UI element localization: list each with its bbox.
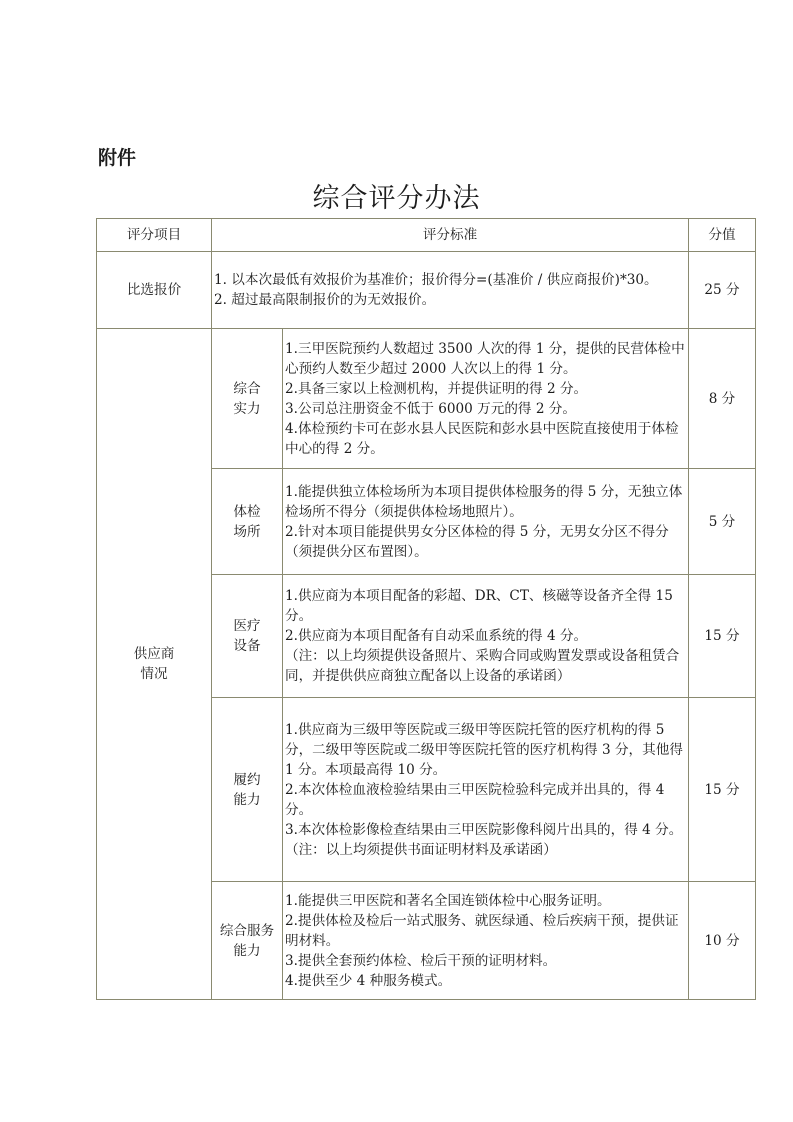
subitem-line: 综合 [233, 380, 261, 397]
criteria-line: 4.体检预约卡可在彭水县人民医院和彭水县中医院直接使用于体检中心的得 2 分。 [285, 420, 679, 457]
criteria-line: 4.提供至少 4 种服务模式。 [285, 972, 452, 989]
group-label-line: 供应商 [133, 646, 175, 662]
attachment-label: 附件 [98, 147, 137, 169]
criteria-performance [283, 698, 689, 882]
subitem-service [212, 882, 283, 1000]
score-strength: 8 分 [689, 329, 756, 469]
subitem-venue [212, 469, 283, 575]
criteria-line: 1.能提供独立体检场所为本项目提供体检服务的得 5 分，无独立体检场所不得分（须提供体检场地照片）。 [285, 483, 683, 520]
subitem-line: 场所 [233, 523, 261, 540]
subitem-line: 能力 [233, 942, 261, 959]
criteria-price [212, 252, 689, 329]
subitem-performance [212, 698, 283, 882]
subitem-strength [212, 329, 283, 469]
table-header-row [97, 219, 756, 252]
criteria-line: 3.提供全套预约体检、检后干预的证明材料。 [285, 952, 557, 969]
criteria-venue [283, 469, 689, 575]
criteria-line: 2.供应商为本项目配备有自动采血系统的得 4 分。 [285, 628, 588, 644]
subitem-line: 医疗 [233, 618, 261, 634]
subitem-equipment [212, 575, 283, 698]
criteria-line: 2.本次体检血液检验结果由三甲医院检验科完成并出具的，得 4 分。 [285, 781, 665, 818]
criteria-line: （注：以上均须提供书面证明材料及承诺函） [285, 841, 557, 858]
criteria-service [283, 882, 689, 1000]
criteria-line: （注：以上均须提供设备照片、采购合同或购置发票或设备租赁合同，并提供供应商独立配备以上设备的承诺函） [285, 648, 680, 684]
subitem-line: 综合服务 [219, 922, 275, 939]
subitem-line: 能力 [233, 791, 261, 808]
header-score: 分值 [689, 219, 756, 252]
criteria-line: 2. 超过最高限制报价的为无效报价。 [214, 292, 436, 308]
table-row [97, 329, 756, 469]
subitem-line: 实力 [233, 400, 261, 417]
subitem-line: 履约 [233, 771, 261, 788]
criteria-line: 2.具备三家以上检测机构，并提供证明的得 2 分。 [285, 380, 588, 397]
score-venue: 5 分 [689, 469, 756, 575]
criteria-equipment [283, 575, 689, 698]
score-equipment: 15 分 [689, 575, 756, 698]
criteria-line: 2.提供体检及检后一站式服务、就医绿通、检后疾病干预，提供证明材料。 [285, 912, 679, 949]
score-performance: 15 分 [689, 698, 756, 882]
item-price: 比选报价 [97, 252, 212, 329]
header-item: 评分项目 [97, 219, 212, 252]
score-price: 25 分 [689, 252, 756, 329]
criteria-line: 1. 以本次最低有效报价为基准价；报价得分=(基准价 / 供应商报价)*30。 [214, 272, 658, 288]
page-title: 综合评分办法 [312, 183, 481, 214]
header-criteria: 评分标准 [212, 219, 689, 252]
group-label-line: 情况 [140, 666, 168, 682]
criteria-line: 3.本次体检影像检查结果由三甲医院影像科阅片出具的，得 4 分。 [285, 821, 683, 838]
criteria-line: 2.针对本项目能提供男女分区体检的得 5 分，无男女分区不得分（须提供分区布置图）。 [285, 523, 669, 560]
table-row [97, 252, 756, 329]
criteria-strength [283, 329, 689, 469]
criteria-line: 1.供应商为本项目配备的彩超、DR、CT、核磁等设备齐全得 15 分。 [285, 588, 673, 624]
scoring-table [96, 218, 756, 1000]
item-supplier-group [97, 329, 212, 1000]
subitem-line: 设备 [233, 638, 261, 654]
criteria-line: 1.三甲医院预约人数超过 3500 人次的得 1 分，提供的民营体检中心预约人数至少超过 2000 人次以上的得 1 分。 [285, 340, 685, 377]
criteria-line: 1.能提供三甲医院和著名全国连锁体检中心服务证明。 [285, 892, 611, 909]
criteria-line: 1.供应商为三级甲等医院或三级甲等医院托管的医疗机构的得 5 分，二级甲等医院或二级甲等医院托管的医疗机构得 3 分，其他得 1 分。本项最高得 10 分。 [285, 721, 683, 778]
criteria-line: 3.公司总注册资金不低于 6000 万元的得 2 分。 [285, 400, 576, 417]
subitem-line: 体检 [233, 503, 261, 520]
score-service: 10 分 [689, 882, 756, 1000]
